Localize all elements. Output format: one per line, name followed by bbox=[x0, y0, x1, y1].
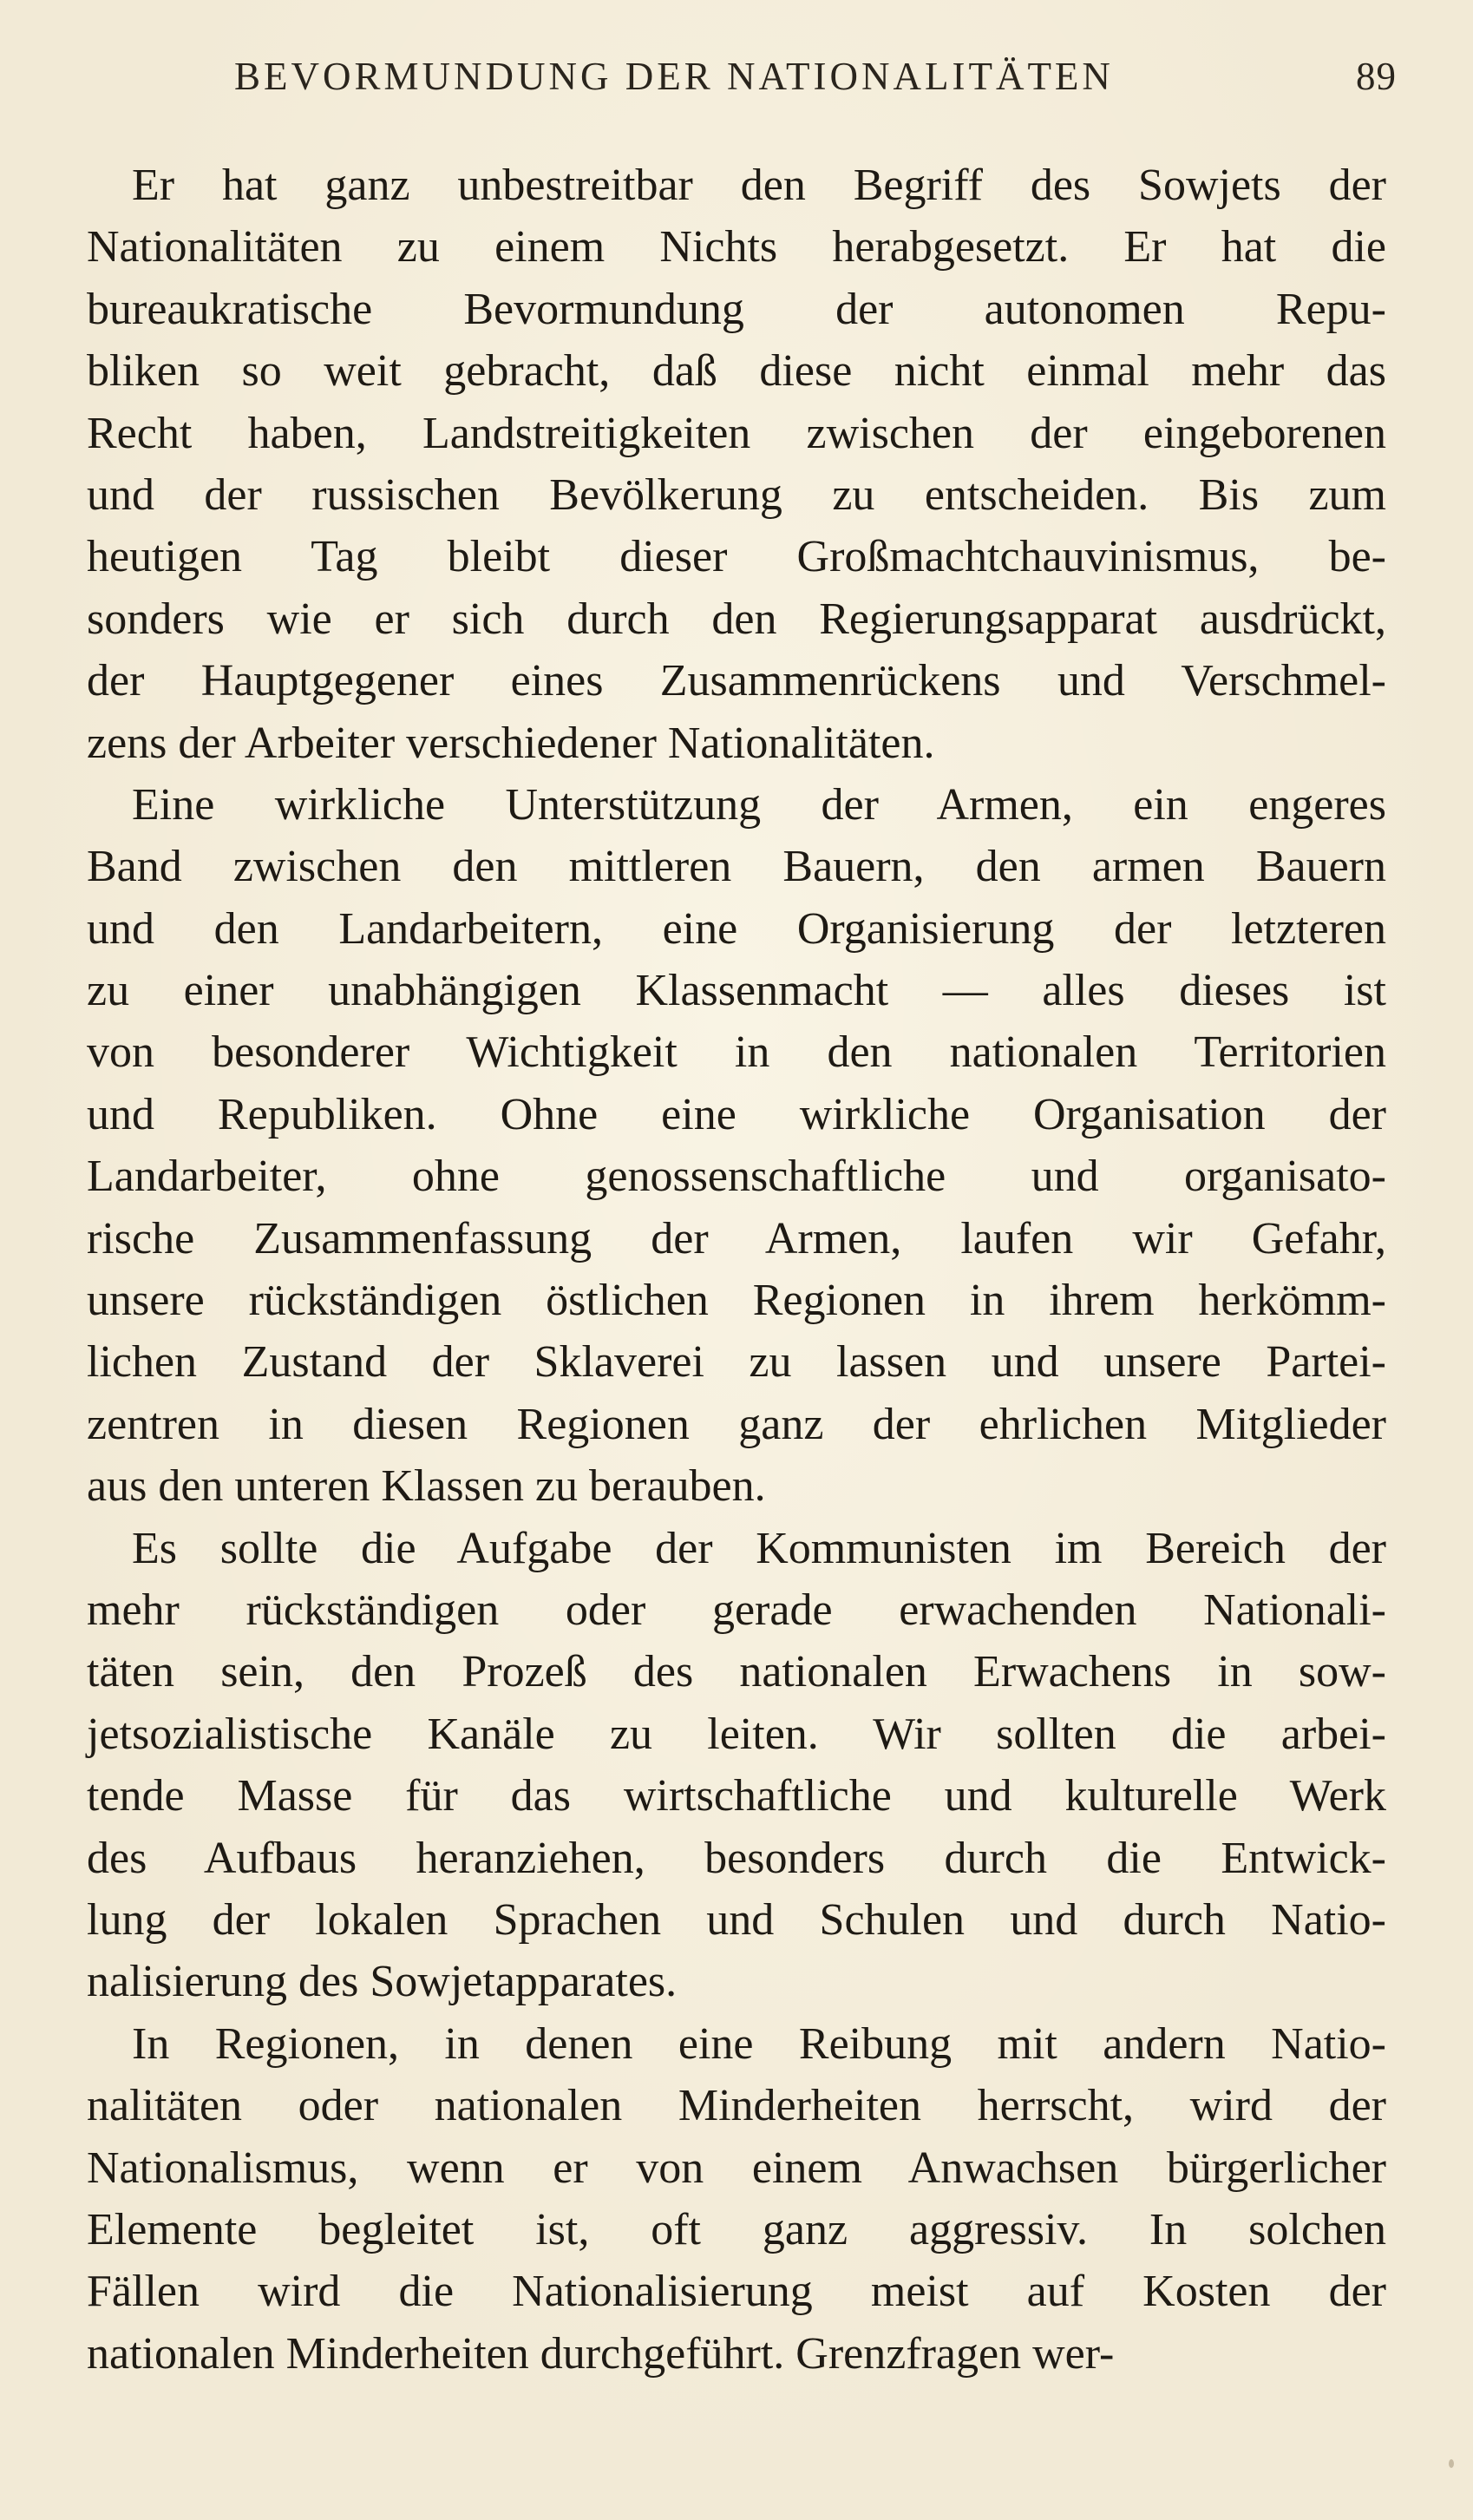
text-line: von besonderer Wichtigkeit in den nationalen Territorien bbox=[87, 1027, 1386, 1078]
text-line: der Hauptgegener eines Zusammenrückens und Verschmel- bbox=[87, 656, 1386, 706]
text-line: jetsozialistische Kanäle zu leiten. Wir sollten die arbei- bbox=[87, 1709, 1386, 1759]
paragraph bbox=[87, 774, 1386, 1518]
text-line: des Aufbaus heranziehen, besonders durch die Entwick- bbox=[87, 1833, 1386, 1883]
text-line: und Republiken. Ohne eine wirkliche Organisation der bbox=[87, 1089, 1386, 1139]
text-line: nalitäten oder nationalen Minderheiten herrscht, wird der bbox=[87, 2081, 1386, 2131]
text-line: und der russischen Bevölkerung zu entscheiden. Bis zum bbox=[87, 469, 1386, 520]
page-number: 89 bbox=[1356, 55, 1397, 98]
text-line: In Regionen, in denen eine Reibung mit andern Natio- bbox=[132, 2018, 1386, 2069]
text-line: aus den unteren Klassen zu berauben. bbox=[87, 1461, 766, 1512]
text-line: sonders wie er sich durch den Regierungsapparat ausdrückt, bbox=[87, 594, 1386, 644]
text-line: bliken so weit gebracht, daß diese nicht einmal mehr das bbox=[87, 346, 1386, 397]
text-line: lichen Zustand der Sklaverei zu lassen und unsere Partei- bbox=[87, 1337, 1386, 1388]
text-line: bureaukratische Bevormundung der autonomen Repu- bbox=[87, 284, 1386, 334]
text-line: Nationalitäten zu einem Nichts herabgesetzt. Er hat die bbox=[87, 222, 1386, 272]
running-title: BEVORMUNDUNG DER NATIONALITÄTEN bbox=[234, 55, 1114, 98]
text-line: Er hat ganz unbestreitbar den Begriff des Sowjets der bbox=[132, 161, 1386, 210]
paragraph bbox=[87, 154, 1386, 774]
text-line: nationalen Minderheiten durchgeführt. Grenzfragen wer- bbox=[87, 2328, 1115, 2379]
text-line: Eine wirkliche Unterstützung der Armen, ein engeres bbox=[132, 779, 1386, 830]
text-line: Elemente begleitet ist, oft ganz aggressiv. In solchen bbox=[87, 2204, 1386, 2254]
text-line: mehr rückständigen oder gerade erwachenden Nationali- bbox=[87, 1585, 1386, 1635]
text-line: nalisierung des Sowjetapparates. bbox=[87, 1957, 678, 2007]
body-text bbox=[87, 154, 1386, 2385]
text-line: unsere rückständigen östlichen Regionen in ihrem herkömm- bbox=[87, 1276, 1386, 1326]
text-line: Fällen wird die Nationalisierung meist auf Kosten der bbox=[87, 2267, 1386, 2317]
text-line: lung der lokalen Sprachen und Schulen und durch Natio- bbox=[87, 1894, 1386, 1945]
text-line: Landarbeiter, ohne genossenschaftliche und organisato- bbox=[87, 1152, 1386, 1202]
text-line: rische Zusammenfassung der Armen, laufen wir Gefahr, bbox=[87, 1213, 1386, 1263]
text-line: zentren in diesen Regionen ganz der ehrlichen Mitglieder bbox=[87, 1399, 1386, 1449]
text-line: Band zwischen den mittleren Bauern, den armen Bauern bbox=[87, 842, 1386, 892]
text-line: zens der Arbeiter verschiedener Nationalitäten. bbox=[87, 718, 935, 768]
text-line: Es sollte die Aufgabe der Kommunisten im Bereich der bbox=[132, 1523, 1386, 1573]
text-line: heutigen Tag bleibt dieser Großmachtchauvinismus, be- bbox=[87, 532, 1386, 582]
text-line: Recht haben, Landstreitigkeiten zwischen der eingeborenen bbox=[87, 408, 1386, 458]
text-line: zu einer unabhängigen Klassenmacht — alles dieses ist bbox=[87, 966, 1386, 1016]
paragraph bbox=[87, 1518, 1386, 2013]
text-line: und den Landarbeitern, eine Organisierung der letzteren bbox=[87, 903, 1386, 954]
running-head bbox=[130, 54, 1397, 106]
paper-speck bbox=[1449, 2459, 1454, 2468]
text-line: täten sein, den Prozeß des nationalen Erwachens in sow- bbox=[87, 1647, 1386, 1697]
paragraph bbox=[87, 2013, 1386, 2385]
text-line: tende Masse für das wirtschaftliche und kulturelle Werk bbox=[87, 1771, 1386, 1821]
text-line: Nationalismus, wenn er von einem Anwachsen bürgerlicher bbox=[87, 2143, 1386, 2193]
